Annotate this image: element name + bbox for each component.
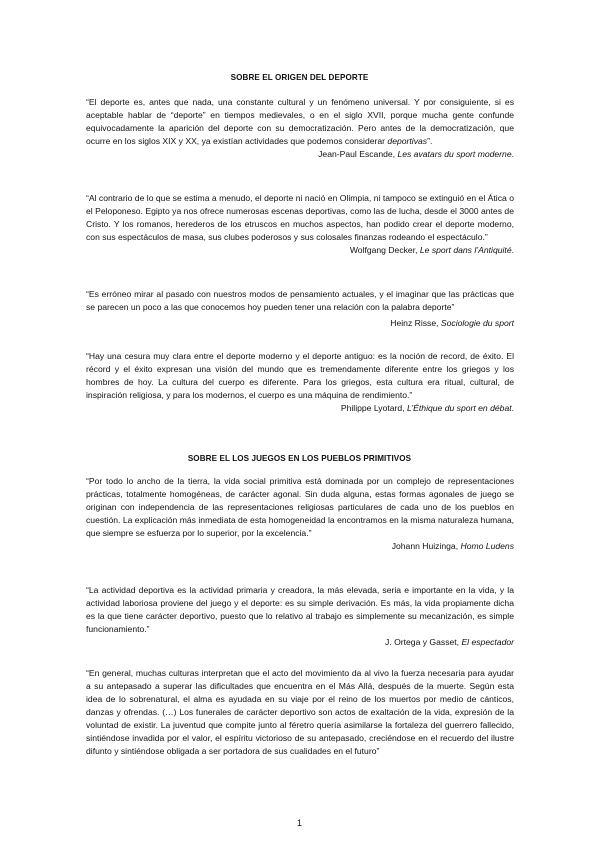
quote-escande [86, 96, 514, 161]
section-heading-games: SOBRE EL LOS JUEGOS EN LOS PUEBLOS PRIMITIVOS [187, 454, 412, 463]
quote-risse [86, 288, 514, 330]
work-title: L’Éthique du sport en débat [406, 403, 512, 413]
work-title: Les avatars du sport moderne [397, 149, 512, 159]
quote-attribution [86, 317, 514, 330]
quote-emphasis: deportivas [387, 136, 428, 146]
quote-tail: ”. [427, 136, 433, 146]
quote-text: “El deporte es, antes que nada, una constante cultural y un fenómeno universal. Y por consiguiente, si es aceptable hablar de “deporte” en tiempos medievales, o en el siglo XVII, porque mucha gente confunde equivocadamente la aparición del deporte con su democratización. Pero antes de la democratización, que ocurre en los siglos XIX y XX, ya existían actividades que podemos considerar [86, 97, 514, 146]
author-name: Wolfgang Decker, [349, 245, 420, 255]
author-name: Philippe Lyotard, [340, 403, 407, 413]
quote-attribution: Wolfgang Decker, Le sport dans l’Antiquité. [349, 245, 514, 255]
work-title: Homo Ludens [460, 541, 514, 551]
quote-huizinga [86, 475, 514, 553]
quote-attribution [86, 636, 514, 649]
author-name: Jean-Paul Escande, [318, 149, 398, 159]
page-number: 1 [296, 818, 302, 828]
work-title: Sociologie du sport [440, 318, 514, 328]
quote-ortega [86, 584, 514, 649]
author-name: Johann Huizinga, [391, 541, 461, 551]
quote-text: “Hay una cesura muy clara entre el deporte moderno y el deporte antiguo: es la noción de record, de éxito. El récord y el éxito expresan una visión del mundo que es tremendamente diferente entre los griegos y los hombres de hoy. La cultura del cuerpo es diferente. Para los griegos, esta cultura era ritual, cultural, de inspiración religiosa, y para los modernos, el cuerpo es una máquina de rendimiento.” [86, 351, 514, 400]
quote-text: “Al contrario de lo que se estima a menudo, el deporte ni nació en Olimpia, ni tampoco se extinguió en el Ática o el Peloponeso. Egipto ya nos ofrece numerosas escenas deportivas, como las de lucha, desde el 3000 antes de Cristo. Y los romanos, herederos de los etruscos en muchos aspectos, han podido crear el deporte moderno, con sus espectáculos de masa, sus clubes poderosos y sus colosales finanzas rodeando el espectáculo.” [86, 193, 514, 242]
quote-funerals [86, 667, 514, 758]
quote-text: “En general, muchas culturas interpretan que el acto del movimiento da al vivo la fuerza necesaria para ayudar a su antepasado a superar las dificultades que encuentra en el Más Allá, después de la muerte. Según esta idea de lo sobrenatural, el alma es ayudada en su viaje por el reino de los muertos por medio de cánticos, danzas y ofrendas. (…) Los funerales de carácter deportivo son actos de exaltación de la vida, expresión de la voluntad de existir. La juventud que compite junto al féretro quería asimilarse la fortaleza del guerrero fallecido, sintiéndose invadida por el valor, el espíritu victorioso de su antepasado, creciéndose en el recuerdo del ilustre difunto y sintiéndose obligada a ser portadora de sus cualidades en el futuro” [86, 668, 514, 756]
quote-text: “La actividad deportiva es la actividad primaria y creadora, la más elevada, seria e importante en la vida, y la actividad laboriosa proviene del juego y el deporte: es su simple derivación. Es más, la vida propiamente dicha es la que tiene carácter deportivo, puesto que lo relativo al trabajo es simplemente su mecanización, es simple funcionamiento.” [86, 585, 514, 634]
quote-attribution: Philippe Lyotard, L’Éthique du sport en débat. [340, 403, 514, 413]
section-heading-origin: SOBRE EL ORIGEN DEL DEPORTE [230, 73, 369, 82]
author-name: J. Ortega y Gasset, [385, 637, 462, 647]
quote-attribution [86, 540, 514, 553]
quote-text: “Por todo lo ancho de la tierra, la vida social primitiva está dominada por un complejo de representaciones prácticas, totalmente homogéneas, de carácter agonal. Sin duda alguna, estas formas agonales de juego se originan con independencia de las representaciones religiosas particulares de cada uno de los pueblos en cuestión. La explicación más inmediata de esta homogeneidad la encontramos en la misma naturaleza humana, que siempre se esfuerza por lo superior, por la excelencia.” [86, 476, 514, 538]
work-title: Le sport dans l’Antiquité [419, 245, 512, 255]
quote-decker [86, 192, 514, 257]
quote-text: “Es erróneo mirar al pasado con nuestros modos de pensamiento actuales, y el imaginar que las prácticas que se parecen un poco a las que conocemos hoy pueden tener una relación con la palabra deporte” [86, 289, 514, 312]
work-title: El espectador [461, 637, 514, 647]
author-name: Heinz Risse, [390, 318, 441, 328]
quote-attribution: Jean-Paul Escande, Les avatars du sport moderne. [318, 149, 514, 159]
quote-lyotard [86, 350, 514, 415]
